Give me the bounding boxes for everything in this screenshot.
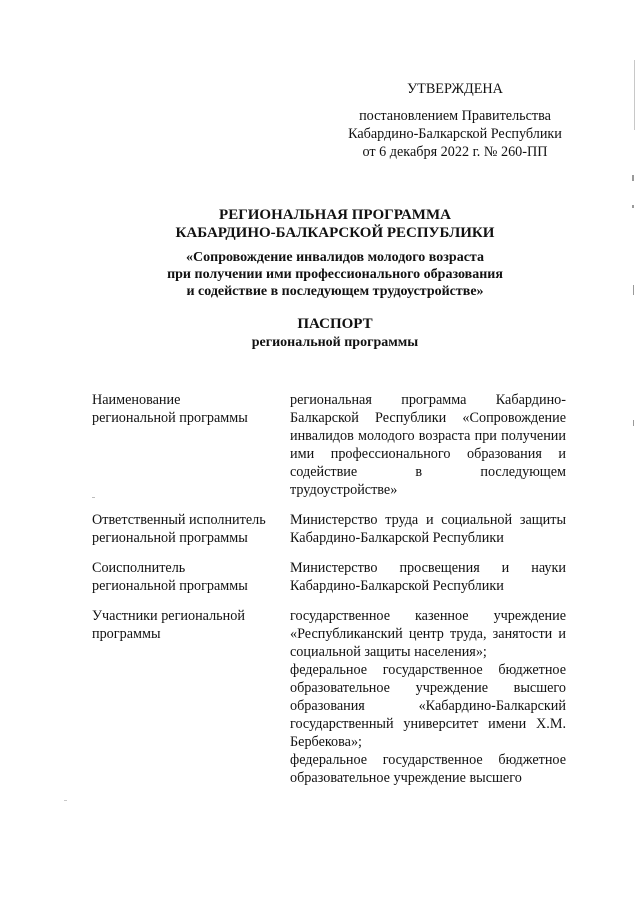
passport-label — [92, 511, 290, 547]
passport-subheading: региональной программы — [251, 335, 419, 350]
approval-head: УТВЕРЖДЕНА — [407, 81, 503, 97]
program-name-line: «Сопровождение инвалидов молодого возраста — [186, 250, 484, 265]
passport-row-coexecutor — [92, 559, 572, 595]
passport-value: региональная программа Кабардино-Балкарской Республики «Сопровождение инвалидов молодого возраста при получении ими профессионального образования и содействие в последующем трудоустройстве» — [290, 392, 566, 498]
program-title — [90, 206, 580, 242]
participant-item: федеральное государственное бюджетное образовательное учреждение высшего — [290, 752, 566, 786]
label-line: Соисполнитель — [92, 560, 186, 576]
label-line: Ответственный исполнитель — [92, 512, 266, 528]
approval-line: Кабардино-Балкарской Республики — [348, 126, 562, 142]
passport-value — [290, 607, 566, 787]
scan-artifact — [633, 285, 634, 295]
label-line: программы — [92, 626, 161, 642]
passport-row-responsible — [92, 511, 572, 547]
passport-row-participants — [92, 607, 572, 787]
scan-artifact — [64, 800, 67, 801]
document-title — [90, 206, 580, 351]
participant-item: государственное казенное учреждение «Республиканский центр труда, занятости и социальной защиты населения»; — [290, 608, 566, 660]
scan-artifact — [632, 205, 634, 208]
passport-table — [92, 391, 572, 787]
label-line: региональной программы — [92, 410, 248, 426]
passport-value: Министерство просвещения и науки Кабардино-Балкарской Республики — [290, 560, 566, 594]
label-line: Наименование — [92, 392, 181, 408]
scan-artifact — [633, 420, 634, 426]
program-name-line: при получении ими профессионального образования — [167, 267, 503, 282]
label-line: региональной программы — [92, 530, 248, 546]
participant-item: федеральное государственное бюджетное образовательное учреждение высшего образования «Кабардино-Балкарский государственный университет имени Х.М. Бербекова»; — [290, 662, 566, 750]
approval-block — [330, 80, 580, 161]
passport-label — [92, 607, 290, 787]
label-line: региональной программы — [92, 578, 248, 594]
scan-artifact — [632, 175, 634, 181]
passport-heading: ПАСПОРТ — [297, 316, 373, 332]
approval-line: постановлением Правительства — [359, 108, 551, 124]
program-name-line: и содействие в последующем трудоустройстве» — [186, 284, 484, 299]
scan-artifact — [634, 60, 635, 130]
passport-row-name — [92, 391, 572, 499]
label-line: Участники региональной — [92, 608, 245, 624]
program-name — [90, 249, 580, 300]
approval-line: от 6 декабря 2022 г. № 260-ПП — [362, 144, 548, 160]
passport-value: Министерство труда и социальной защиты Кабардино-Балкарской Республики — [290, 512, 566, 546]
passport-label — [92, 559, 290, 595]
program-title-line: КАБАРДИНО-БАЛКАРСКОЙ РЕСПУБЛИКИ — [175, 225, 495, 241]
program-title-line: РЕГИОНАЛЬНАЯ ПРОГРАММА — [219, 207, 451, 223]
passport-label — [92, 391, 290, 499]
